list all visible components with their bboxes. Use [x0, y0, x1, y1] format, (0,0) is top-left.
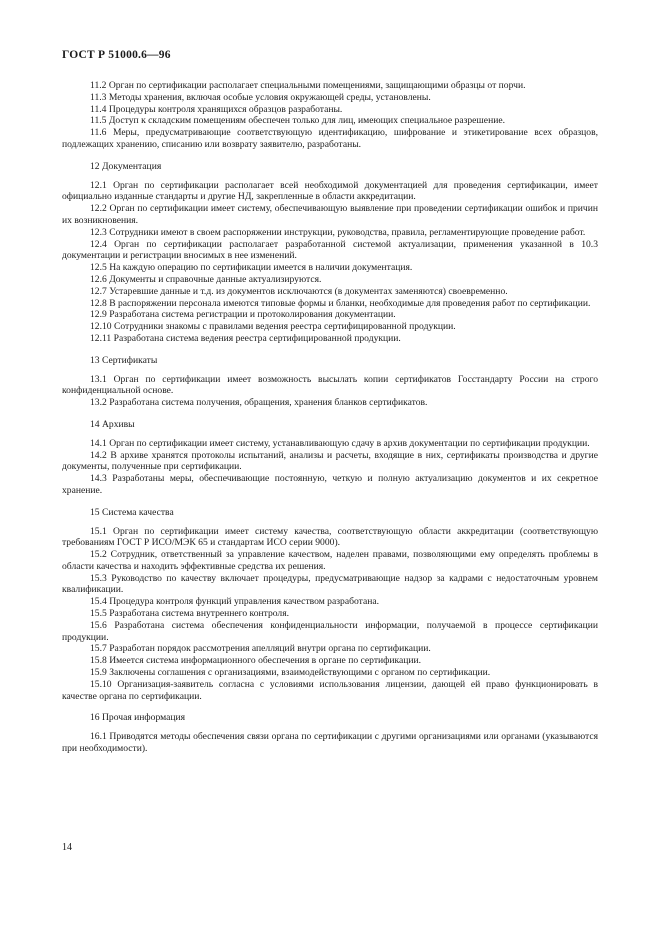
heading-spacer: [62, 724, 598, 731]
clause-paragraph: 11.2 Орган по сертификации располагает специальными помещениями, защищающими образцы от порчи.: [90, 80, 526, 91]
clause-paragraph: 12.6 Документы и справочные данные актуализируются.: [90, 273, 322, 285]
clause-paragraph: 12.9 Разработана система регистрации и протоколирования документации.: [90, 309, 396, 321]
clause-paragraph: 11.5 Доступ к складским помещениям обеспечен только для лиц, имеющих специальное разрешение.: [90, 115, 505, 127]
clause-paragraph: 15.3 Руководство по качеству включает процедуры, предусматривающие надзор за кадрами с недостаточным уровнем квалификации.: [62, 572, 598, 596]
section-spacer: [62, 409, 598, 419]
clause-paragraph: 13.1 Орган по сертификации имеет возможность высылать копии сертификатов Госстандарту России на строго конфиденциальной основе.: [62, 373, 598, 397]
clause-paragraph: 12.8 В распоряжении персонала имеются типовые формы и бланки, необходимые для проведения работ по сертификации.: [90, 297, 591, 309]
heading-spacer: [62, 173, 598, 180]
document-body: [62, 80, 598, 755]
standard-header: ГОСТ Р 51000.6—96: [62, 49, 171, 61]
clause-paragraph: 15.1 Орган по сертификации имеет систему качества, соответствующую области аккредитации (соответствующую требованиям ГОСТ Р ИСО/МЭК 65 и стандартам ИСО серии 9000).: [62, 525, 598, 549]
section-spacer: [62, 345, 598, 355]
clause-paragraph: 12.10 Сотрудники знакомы с правилами ведения реестра сертифицированной продукции.: [90, 321, 456, 333]
section-heading: 16 Прочая информация: [90, 712, 186, 724]
clause-paragraph: 15.6 Разработана система обеспечения конфиденциальности информации, получаемой в процессе сертификации продукции.: [62, 619, 598, 643]
clause-paragraph: 11.3 Методы хранения, включая особые условия окружающей среды, установлены.: [90, 91, 431, 103]
clause-paragraph: 15.5 Разработана система внутреннего контроля.: [90, 608, 290, 620]
clause-paragraph: 15.2 Сотрудник, ответственный за управление качеством, наделен правами, позволяющими ему определять проблемы в области качества и находить эффективные средства их решения.: [62, 549, 598, 572]
section-heading: 12 Документация: [90, 160, 162, 172]
section-heading: 13 Сертификаты: [90, 354, 158, 366]
clause-paragraph: 12.5 На каждую операцию по сертификации имеется в наличии документация.: [90, 262, 413, 274]
clause-paragraph: 15.10 Организация-заявитель согласна с условиями использования лицензии, дающей ей право функционировать в качестве органа по сертификации.: [62, 678, 598, 702]
clause-paragraph: 12.11 Разработана система ведения реестра сертифицированной продукции.: [90, 332, 401, 344]
page-number: 14: [62, 842, 72, 853]
section-spacer: [62, 151, 598, 161]
clause-paragraph: 14.3 Разработаны меры, обеспечивающие постоянную, четкую и полную актуализацию документов и их секретное хранение.: [62, 473, 598, 496]
clause-paragraph: 12.1 Орган по сертификации располагает всей необходимой документацией для проведения сертификации, имеет официально изданные стандарты и другие НД, закрепленные в области аккредитации.: [62, 179, 598, 203]
section-heading: 14 Архивы: [90, 418, 135, 430]
clause-paragraph: 13.2 Разработана система получения, обращения, хранения бланков сертификатов.: [90, 397, 428, 409]
section-heading: 15 Система качества: [90, 506, 174, 518]
clause-paragraph: 14.1 Орган по сертификации имеет систему, устанавливающую сдачу в архив документации по сертификации продукции.: [90, 437, 590, 449]
clause-paragraph: 14.2 В архиве хранятся протоколы испытаний, анализы и расчеты, входящие в них, сертификаты производства и другие документы, полученные при сертификации.: [62, 449, 598, 473]
clause-paragraph: 15.9 Заключены соглашения с организациями, взаимодействующими с органом по сертификации.: [90, 667, 491, 679]
clause-paragraph: 12.3 Сотрудники имеют в своем распоряжении инструкции, руководства, правила, регламентирующие проведение работ.: [90, 226, 586, 238]
clause-paragraph: 16.1 Приводятся методы обеспечения связи органа по сертификации с другими организациями или органами (указываются при необходимости).: [62, 731, 598, 755]
clause-paragraph: 15.8 Имеется система информационного обеспечения в органе по сертификации.: [90, 655, 422, 667]
clause-paragraph: 11.4 Процедуры контроля хранящихся образцов разработаны.: [90, 103, 343, 115]
section-spacer: [62, 497, 598, 507]
clause-paragraph: 15.4 Процедура контроля функций управления качеством разработана.: [90, 596, 379, 608]
clause-paragraph: 12.2 Орган по сертификации имеет систему, обеспечивающую выявление при проведении сертификации ошибок и причин их возникновения.: [62, 203, 598, 226]
clause-paragraph: 12.7 Устаревшие данные и т.д. из документов исключаются (в документах заменяются) своевременно.: [90, 285, 508, 297]
section-spacer: [62, 702, 598, 712]
clause-paragraph: 11.6 Меры, предусматривающие соответствующую идентификацию, шифрование и этикетирование всех образцов, подлежащих хранению, списанию или возврату заявителю, разработаны.: [62, 127, 598, 150]
clause-paragraph: 12.4 Орган по сертификации располагает разработанной системой актуализации, применения указанной в 10.3 документации и регистрации вносимых в нее изменений.: [62, 238, 598, 262]
clause-paragraph: 15.7 Разработан порядок рассмотрения апелляций внутри органа по сертификации.: [90, 643, 431, 655]
heading-spacer: [62, 431, 598, 438]
heading-spacer: [62, 367, 598, 374]
heading-spacer: [62, 519, 598, 526]
